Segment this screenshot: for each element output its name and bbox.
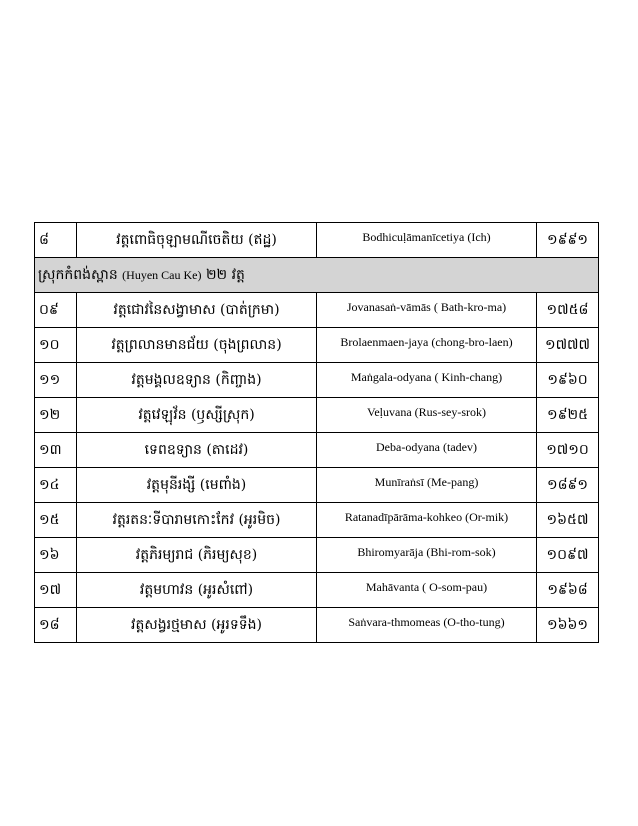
- temple-name-khmer: វត្តពោធិចុឡាមណីចេតិយ (ឥដ្ឋ): [77, 223, 317, 258]
- row-number: ១១: [35, 363, 77, 398]
- row-number: ១៥: [35, 503, 77, 538]
- temple-name-romanized: [317, 363, 537, 398]
- temple-name-romanized-text: Jovanasaṅ-vāmās ( Bath-kro-ma): [346, 299, 507, 314]
- table-row: [35, 573, 599, 608]
- row-number: ១២: [35, 398, 77, 433]
- temple-name-romanized: [317, 433, 537, 468]
- table-row: [35, 293, 599, 328]
- table-row: [35, 468, 599, 503]
- temple-name-khmer: វត្តមហាវន (អូរសំពៅ): [77, 573, 317, 608]
- temple-name-khmer: ទេពឧទ្យាន (តាដេវ): [77, 433, 317, 468]
- temple-name-romanized: [317, 468, 537, 503]
- temple-name-romanized-text: Bhiromyarāja (Bhi-rom-sok): [357, 544, 496, 559]
- row-number: ១៣: [35, 433, 77, 468]
- table-row: [35, 223, 599, 258]
- founding-year: ១៧១០: [537, 433, 599, 468]
- district-temple-count: ២២ វត្ត: [205, 266, 245, 283]
- table-row: [35, 608, 599, 643]
- table-row: [35, 538, 599, 573]
- row-number: ០៩: [35, 293, 77, 328]
- row-number: ១០: [35, 328, 77, 363]
- temple-table: [34, 222, 599, 643]
- founding-year: ១៩៦០: [537, 363, 599, 398]
- temple-name-romanized: [317, 223, 537, 258]
- table-row: [35, 398, 599, 433]
- temple-name-romanized-text: Mahāvanta ( O-som-pau): [365, 579, 488, 594]
- temple-name-romanized: [317, 608, 537, 643]
- temple-name-khmer: វត្តសង្វរថ្មមាស (អូរទទឹង): [77, 608, 317, 643]
- temple-name-romanized-text: Munīraṅsī (Me-pang): [374, 474, 479, 489]
- temple-name-romanized-text: Brolaenmaen-jaya (chong-bro-laen): [340, 334, 513, 349]
- district-header: [35, 258, 599, 293]
- temple-name-khmer: វត្តមុនីរង្សី (មេពាំង): [77, 468, 317, 503]
- temple-name-khmer: វត្តមង្គលឧទ្យាន (កិញ្ចាង): [77, 363, 317, 398]
- temple-name-romanized: [317, 573, 537, 608]
- district-header-row: [35, 258, 599, 293]
- row-number: ១៧: [35, 573, 77, 608]
- temple-name-romanized: [317, 538, 537, 573]
- temple-name-romanized-text: Bodhicuḷāmanīcetiya (Ich): [362, 229, 491, 244]
- founding-year: ១៦៦១: [537, 608, 599, 643]
- temple-name-romanized: [317, 398, 537, 433]
- temple-name-romanized-text: Ratanadīpārāma-kohkeo (Or-mik): [344, 509, 509, 524]
- table-row: [35, 433, 599, 468]
- temple-name-romanized-text: Saṅvara-thmomeas (O-tho-tung): [348, 614, 505, 629]
- temple-name-romanized-text: Maṅgala-odyana ( Kinh-chang): [350, 369, 503, 384]
- temple-name-romanized-text: Veḷuvana (Rus-sey-srok): [367, 404, 486, 419]
- row-number: ១៤: [35, 468, 77, 503]
- temple-name-khmer: វត្តព្រលានមានជ័យ (ចុងព្រលាន): [77, 328, 317, 363]
- founding-year: ១៩៩១: [537, 223, 599, 258]
- temple-name-khmer: វត្តរតនៈទីបារាមកោះកែវ (អូរមិច): [77, 503, 317, 538]
- founding-year: ១៩២៥: [537, 398, 599, 433]
- founding-year: ១៧៥៨: [537, 293, 599, 328]
- founding-year: ១៩៦៨: [537, 573, 599, 608]
- row-number: ៨: [35, 223, 77, 258]
- row-number: ១៦: [35, 538, 77, 573]
- founding-year: ១៧៧៧: [537, 328, 599, 363]
- district-name-khmer: ស្រុកកំពង់ស្ពាន: [38, 266, 118, 283]
- row-number: ១៨: [35, 608, 77, 643]
- table-row: [35, 503, 599, 538]
- temple-name-romanized: [317, 328, 537, 363]
- temple-name-khmer: វត្តភិរម្យរាជ (ភិរម្យសុខ): [77, 538, 317, 573]
- temple-name-romanized: [317, 503, 537, 538]
- founding-year: ១០៩៧: [537, 538, 599, 573]
- temple-name-romanized-text: Deba-odyana (tadev): [376, 439, 477, 454]
- founding-year: ១៨៩១: [537, 468, 599, 503]
- temple-name-khmer: វត្តវេឡុវ័ន (ឫស្សីស្រុក): [77, 398, 317, 433]
- temple-name-khmer: វត្តជោវនៃសង្វាមាស (បាត់ក្រមា): [77, 293, 317, 328]
- table-body: [35, 223, 599, 643]
- table-row: [35, 363, 599, 398]
- temple-name-romanized: [317, 293, 537, 328]
- district-name-latin: (Huyen Cau Ke): [122, 267, 202, 282]
- table-row: [35, 328, 599, 363]
- founding-year: ១៦៥៧: [537, 503, 599, 538]
